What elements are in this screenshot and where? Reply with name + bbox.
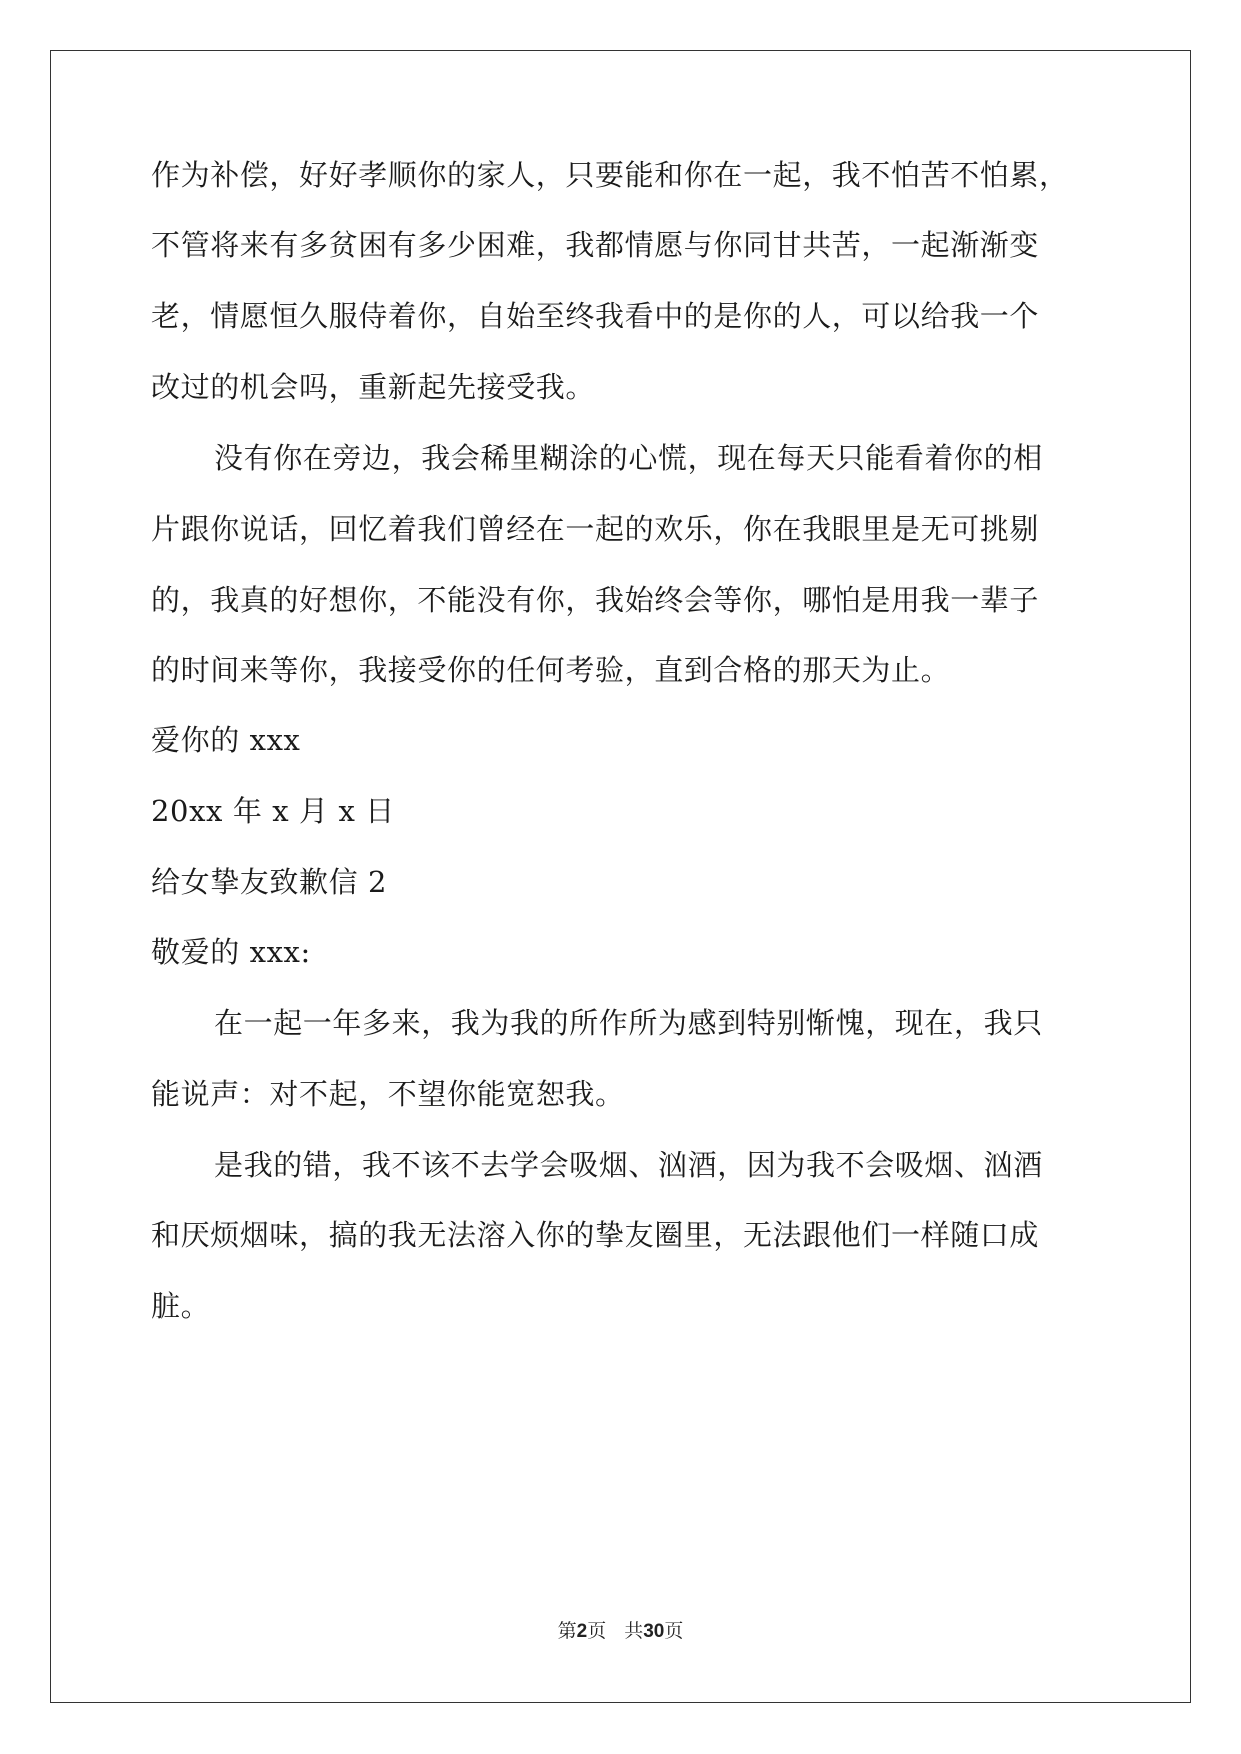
body-line-5: 没有你在旁边，我会稀里糊涂的心慌，现在每天只能看着你的相	[214, 441, 1043, 475]
footer-total-prefix: 共	[624, 1620, 644, 1642]
signature: 爱你的 xxx	[151, 723, 301, 757]
footer-total-suffix: 页	[664, 1620, 684, 1642]
body-line-12: 和厌烦烟味，搞的我无法溶入你的挚友圈里，无法跟他们一样随口成	[151, 1218, 1040, 1252]
body-line-13: 脏。	[151, 1289, 211, 1323]
footer-page-prefix: 第	[557, 1620, 577, 1642]
body-line-10: 能说声：对不起，不望你能宽恕我。	[151, 1077, 625, 1111]
body-line-8: 的时间来等你，我接受你的任何考验，直到合格的那天为止。	[151, 653, 951, 687]
footer-page-suffix: 页	[587, 1620, 607, 1642]
letter-heading: 给女挚友致歉信 2	[151, 865, 388, 899]
body-line-7: 的，我真的好想你，不能没有你，我始终会等你，哪怕是用我一辈子	[151, 583, 1040, 617]
body-line-9: 在一起一年多来，我为我的所作所为感到特别惭愧，现在，我只	[214, 1006, 1043, 1040]
page-footer	[0, 1619, 1241, 1644]
footer-total-number: 30	[643, 1621, 665, 1642]
salutation: 敬爱的 xxx:	[151, 935, 311, 969]
body-line-6: 片跟你说话，回忆着我们曾经在一起的欢乐，你在我眼里是无可挑剔	[151, 512, 1040, 546]
body-line-3: 老，情愿恒久服侍着你，自始至终我看中的是你的人，可以给我一个	[151, 299, 1040, 333]
body-line-2: 不管将来有多贫困有多少困难，我都情愿与你同甘共苦，一起渐渐变	[151, 228, 1040, 262]
body-line-11: 是我的错，我不该不去学会吸烟、汹酒，因为我不会吸烟、汹酒	[214, 1148, 1043, 1182]
body-line-1: 作为补偿，好好孝顺你的家人，只要能和你在一起，我不怕苦不怕累，	[151, 158, 1069, 192]
footer-page-number: 2	[576, 1621, 588, 1642]
body-line-4: 改过的机会吗，重新起先接受我。	[151, 370, 596, 404]
date: 20xx 年 x 月 x 日	[151, 794, 395, 828]
